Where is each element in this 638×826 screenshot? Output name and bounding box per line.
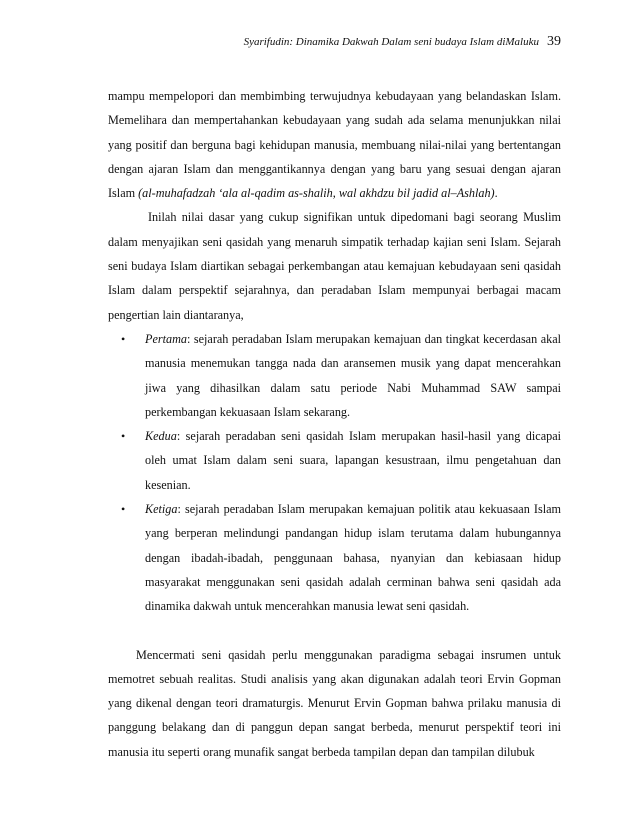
- paragraph-continuation: [108, 84, 561, 205]
- running-title: Syarifudin: Dinamika Dakwah Dalam seni budaya Islam diMaluku: [243, 36, 539, 48]
- list-item: [108, 497, 561, 618]
- list-item-term: Ketiga: [145, 502, 178, 517]
- arabic-maxim: (al-muhafadzah ‘ala al-qadim as-shalih, wal akhdzu bil jadid al–Ashlah): [138, 186, 495, 201]
- paragraph-basic-value: Inilah nilai dasar yang cukup signifikan untuk dipedomani bagi seorang Muslim dalam menyajikan seni qasidah yang menaruh simpatik terhadap kajian seni Islam. Sejarah seni budaya Islam diartikan sebagai perkembangan atau kemajuan kebudayaan seni qasidah Islam dalam perspektif sejarahnya, dan peradaban Islam mempunyai berbagai macam pengertian lain diantaranya,: [108, 210, 561, 322]
- paragraph-gap: [108, 619, 561, 643]
- running-header: [108, 34, 561, 50]
- list-item: [108, 424, 561, 497]
- list-item-term: Pertama: [145, 331, 187, 346]
- paragraph-end: .: [494, 186, 498, 201]
- list-item-text: : sejarah peradaban Islam merupakan kemajuan politik atau kekuasaan Islam yang berperan melindungi pandangan hidup islam terutama dalam hubungannya dengan ibadah-ibadah, penggunaan bahasa, nyanyian dan kebiasaan hidup masyarakat menggunakan seni qasidah adalah cerminan bahwa seni qasidah ada dinamika dakwah untuk mencerahkan manusia lewat seni qasidah.: [145, 502, 561, 614]
- list-item-text: : sejarah peradaban seni qasidah Islam merupakan hasil-hasil yang dicapai oleh umat Islam dalam seni suara, lapangan kesustraan, ilmu pengetahuan dan kesenian.: [145, 429, 561, 492]
- list-item: [108, 327, 561, 424]
- paragraph-dramaturgy: Mencermati seni qasidah perlu menggunakan paradigma sebagai insrumen untuk memotret sebuah realitas. Studi analisis yang akan digunakan adalah teori Ervin Gopman yang dikenal dengan teori dramaturgis. Menurut Ervin Gopman bahwa prilaku manusia di panggung belakang dan di panggun depan sangat berbeda, menurut perspektif teori ini manusia itu seperti orang munafik sangat berbeda tampilan depan dan tampilan dilubuk: [108, 647, 561, 759]
- list-item-text: : sejarah peradaban Islam merupakan kemajuan dan tingkat kecerdasan akal manusia menemukan tangga nada dan aransemen musik yang dapat mencerahkan jiwa yang dihasilkan dalam satu periode Nabi Muhammad SAW sampai perkembangan kekuasaan Islam sekarang.: [145, 331, 561, 419]
- page-body: [108, 84, 561, 764]
- bullet-icon: •: [121, 429, 126, 444]
- bullet-icon: •: [121, 331, 126, 346]
- list-item-term: Kedua: [145, 429, 177, 444]
- bullet-icon: •: [121, 502, 126, 517]
- paragraph-text: mampu mempelopori dan membimbing terwujudnya kebudayaan yang belandaskan Islam. Memelihara dan mempertahankan kebudayaan yang sudah ada selama menunjukkan nilai yang positif dan berguna bagi kehidupan manusia, membuang nilai-nilai yang bertentangan dengan ajaran Islam dan menggantikannya dengan yang baru yang sesuai dengan ajaran Islam: [108, 89, 561, 201]
- page-number: 39: [547, 34, 561, 49]
- definition-list: [108, 327, 561, 619]
